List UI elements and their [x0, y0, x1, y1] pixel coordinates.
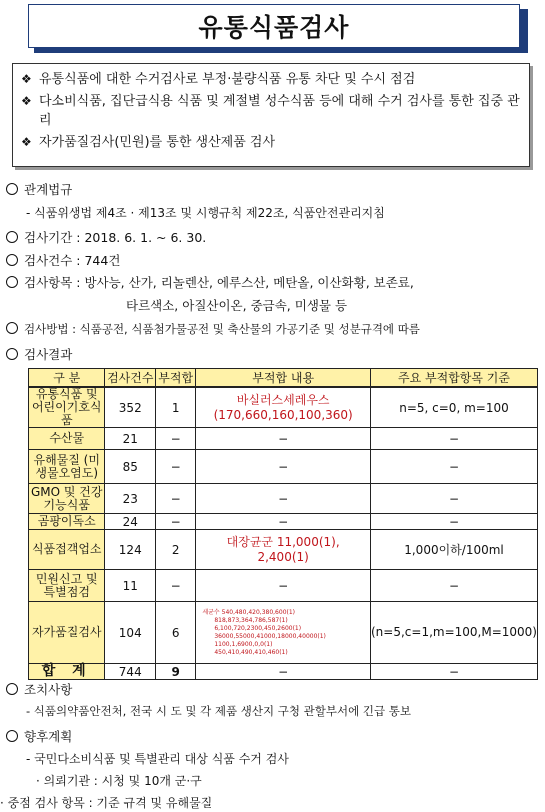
- table-header: 부적합 내용: [196, 369, 371, 388]
- section-count: 검사건수 : 744건: [6, 251, 120, 269]
- diamond-bullet-icon: ❖: [21, 72, 32, 86]
- table-row: 유해물질 (미생물오염도) 85 − − −: [29, 450, 538, 484]
- items-line2: 타르색소, 아질산이온, 중금속, 미생물 등: [126, 298, 348, 313]
- section-method: 검사방법 : 식품공전, 식품첨가물공전 및 축산물의 가공기준 및 성분규격에 따름: [6, 321, 420, 337]
- table-header: 주요 부적합항목 기준: [370, 369, 537, 388]
- plan-detail: - 국민다소비식품 및 특별관리 대상 식품 수거 검사: [26, 752, 289, 766]
- diamond-bullet-icon: ❖: [21, 135, 32, 149]
- table-row: 곰팡이독소 24 − − −: [29, 514, 538, 530]
- circle-bullet-icon: [6, 231, 18, 243]
- table-row: 민원신고 및 특별점검 11 − − −: [29, 570, 538, 602]
- section-result: 검사결과: [6, 345, 72, 363]
- section-law: 관계법규: [6, 180, 72, 198]
- diamond-bullet-icon: ❖: [21, 94, 32, 108]
- law-detail: - 식품위생법 제4조 · 제13조 및 시행규칙 제22조, 식품안전관리지침: [26, 206, 385, 220]
- summary-item: ❖ 유통식품에 대한 수거검사로 부정·불량식품 유통 차단 및 수시 점검: [21, 72, 416, 87]
- summary-item: ❖ 자가품질검사(민원)를 통한 생산제품 검사: [21, 135, 276, 150]
- table-row: GMO 및 건강기능식품 23 − − −: [29, 484, 538, 514]
- result-table: [28, 368, 538, 680]
- page-title: 유통식품검사: [28, 4, 520, 48]
- plan-agency: · 의뢰기관 : 시청 및 10개 군·구: [36, 774, 202, 788]
- circle-bullet-icon: [6, 276, 18, 288]
- circle-bullet-icon: [6, 183, 18, 195]
- circle-bullet-icon: [6, 322, 18, 334]
- section-plan: 향후계획: [6, 727, 72, 745]
- table-header: 구 분: [29, 369, 105, 388]
- circle-bullet-icon: [6, 730, 18, 742]
- table-row: 유통식품 및 어린이기호식품 352 1 바실러스세레우스 (170,660,160,100,360) n=5, c=0, m=100: [29, 387, 538, 428]
- action-detail: - 식품의약품안전처, 전국 시 도 및 각 제품 생산지 구청 관할부서에 긴급 통보: [26, 704, 411, 718]
- circle-bullet-icon: [6, 683, 18, 695]
- section-action: 조치사항: [6, 680, 72, 698]
- circle-bullet-icon: [6, 254, 18, 266]
- table-total-row: 합 계 744 9 − −: [29, 664, 538, 680]
- footer-note: · 중점 검사 항목 : 기준 규격 및 유해물질: [0, 796, 213, 810]
- table-header: 검사건수: [105, 369, 156, 388]
- table-row: 식품접객업소 124 2 대장균군 11,000(1), 2,400(1) 1,000이하/100ml: [29, 530, 538, 570]
- table-header-row: [29, 369, 538, 388]
- circle-bullet-icon: [6, 348, 18, 360]
- section-period: 검사기간 : 2018. 6. 1. ~ 6. 30.: [6, 228, 206, 246]
- section-items: 검사항목 : 방사능, 산가, 리놀렌산, 에루스산, 메탄올, 이산화황, 보존료,: [6, 273, 414, 291]
- table-row: 자가품질검사 104 6 세균수 540,480,420,380,600(1) 818,873,364,786,587(1) 6,100,720,2300,450,2600(1) 36000,55000,41000,18000,40000(1) 1100,1,6900,0,0(1) 450,410,490,410,460(1) (n=5,c=1,m=100,M=1000): [29, 602, 538, 664]
- summary-box: [12, 63, 530, 167]
- table-row: 수산물 21 − − −: [29, 428, 538, 450]
- summary-item: ❖ 다소비식품, 집단급식용 식품 및 계절별 성수식품 등에 대해 수거 검사를 통한 집중 관리: [21, 94, 520, 128]
- self-check-details: 세균수 540,480,420,380,600(1) 818,873,364,786,587(1) 6,100,720,2300,450,2600(1) 36000,55000,41000,18000,40000(1) 1100,1,6900,0,0(1) 450,410,490,410,460(1): [196, 602, 371, 664]
- table-header: 부적합: [156, 369, 196, 388]
